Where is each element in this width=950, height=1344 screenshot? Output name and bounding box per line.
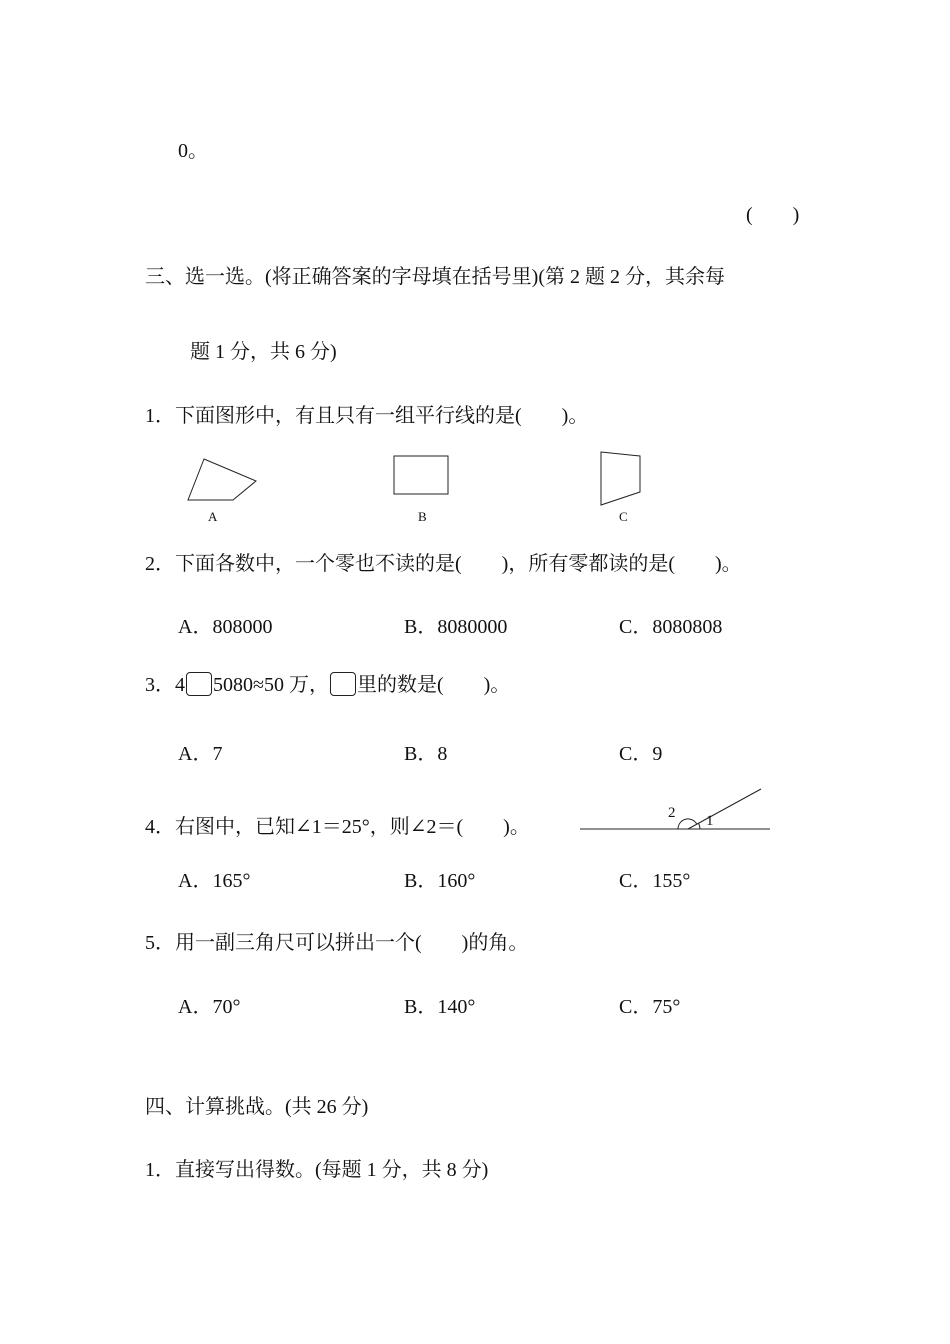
q3-prefix: 3．4 [145,674,185,696]
q2-option-a: A．808000 [178,616,273,638]
angle-2-label: 2 [668,805,676,821]
q2-option-c: C．8080808 [619,616,723,638]
question-5: 5．用一副三角尺可以拼出一个( )的角。 [145,932,529,954]
section3-heading-cont: 题 1 分，共 6 分) [190,341,337,363]
q5-option-c: C．75° [619,996,681,1018]
q5-option-a: A．70° [178,996,241,1018]
q5-option-b: B．140° [404,996,476,1018]
question-2: 2．下面各数中，一个零也不读的是( )，所有零都读的是( )。 [145,553,742,575]
carry-line: 0。 [178,140,208,162]
q4-option-c: C．155° [619,870,691,892]
answer-paren: ( ) [746,204,800,226]
shape-b-label: B [418,509,427,524]
section4-heading: 四、计算挑战。(共 26 分) [145,1096,369,1118]
q4-option-a: A．165° [178,870,251,892]
q3-middle: 5080≈50 万， [213,674,329,696]
angle-1-label: 1 [706,813,714,829]
q4-option-b: B．160° [404,870,476,892]
question-1: 1．下面图形中，有且只有一组平行线的是( )。 [145,405,589,427]
q3-option-b: B．8 [404,743,448,765]
q2-option-b: B．8080000 [404,616,508,638]
question-4: 4．右图中，已知∠1＝25°，则∠2＝( )。 [145,816,530,838]
q3-suffix: 里的数是( )。 [356,674,511,696]
section3-heading: 三、选一选。(将正确答案的字母填在括号里)(第 2 题 2 分，其余每 [145,266,725,288]
q3-option-c: C．9 [619,743,663,765]
q3-option-a: A．7 [178,743,223,765]
shape-a-label: A [208,509,218,524]
section4-question-1: 1．直接写出得数。(每题 1 分，共 8 分) [145,1159,489,1181]
shape-c-label: C [619,509,628,524]
